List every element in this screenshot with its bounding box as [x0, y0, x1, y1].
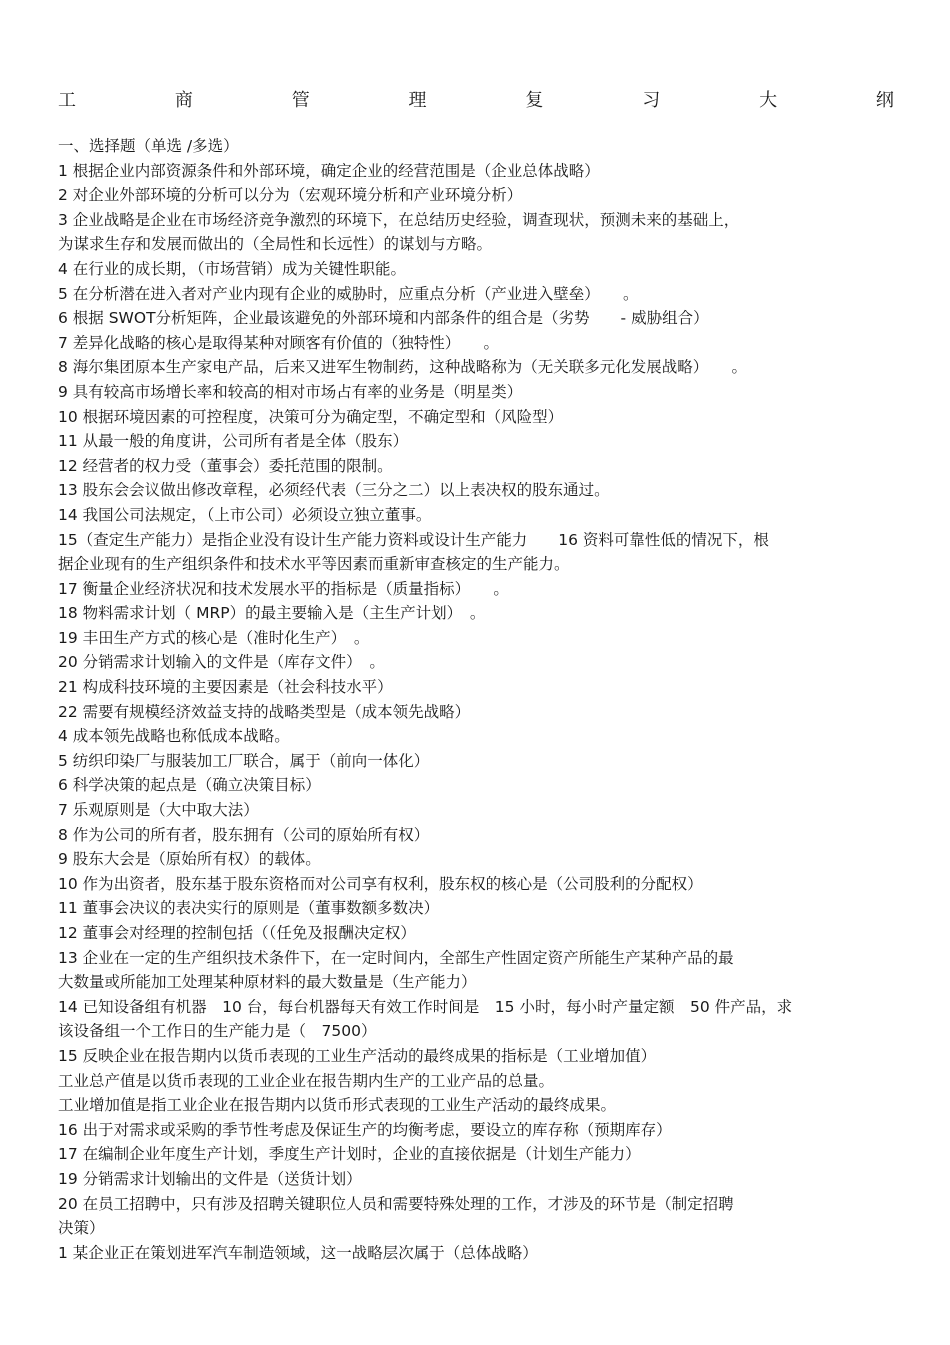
text-line: 决策） — [58, 1219, 105, 1238]
text-line: 17 衡量企业经济状况和技术发展水平的指标是（质量指标） 。 — [58, 579, 509, 598]
text-line: 5 在分析潜在进入者对产业内现有企业的威胁时，应重点分析（产业进入壁垒） 。 — [58, 284, 639, 303]
text-line: 大数量或所能加工处理某种原材料的最大数量是（生产能力） — [58, 973, 477, 992]
text-line: 16 出于对需求或采购的季节性考虑及保证生产的均衡考虑，要设立的库存称（预期库存） — [58, 1120, 672, 1139]
text-line: 6 科学决策的起点是（确立决策目标） — [58, 776, 321, 795]
section-heading: 一、选择题（单选 /多选） — [58, 137, 239, 155]
title-char: 工 — [58, 90, 76, 111]
text-line: 4 成本领先战略也称低成本战略。 — [58, 727, 290, 746]
text-line: 7 差异化战略的核心是取得某种对顾客有价值的（独特性） 。 — [58, 333, 500, 352]
text-line: 11 从最一般的角度讲，公司所有者是全体（股东） — [58, 432, 409, 451]
text-line: 19 丰田生产方式的核心是（准时化生产） 。 — [58, 628, 370, 647]
text-line: 据企业现有的生产组织条件和技术水平等因素而重新审查核定的生产能力。 — [58, 555, 570, 574]
text-line: 6 根据 SWOT分析矩阵，企业最该避免的外部环境和内部条件的组合是（劣势 - 威胁组合） — [58, 309, 709, 328]
text-line: 10 作为出资者，股东基于股东资格而对公司享有权利，股东权的核心是（公司股利的分配权） — [58, 874, 703, 893]
text-line: 18 物料需求计划（ MRP）的最主要输入是（主生产计划） 。 — [58, 604, 486, 623]
text-line: 3 企业战略是企业在市场经济竞争激烈的环境下，在总结历史经验，调查现状，预测未来的基础上， — [58, 210, 740, 229]
text-line: 8 海尔集团原本生产家电产品，后来又进军生物制药，这种战略称为（无关联多元化发展战略） 。 — [58, 358, 748, 377]
title-char: 纲 — [875, 90, 894, 111]
text-line: 15（查定生产能力）是指企业没有设计生产能力资料或设计生产能力 16 资料可靠性低的情况下，根 — [58, 530, 769, 549]
text-line: 14 我国公司法规定，（上市公司）必须设立独立董事。 — [58, 505, 432, 524]
text-line: 5 纺织印染厂与服装加工厂联合，属于（前向一体化） — [58, 751, 430, 770]
text-line: 该设备组一个工作日的生产能力是（ 7500） — [58, 1022, 377, 1041]
text-line: 8 作为公司的所有者，股东拥有（公司的原始所有权） — [58, 825, 430, 844]
text-line: 1 根据企业内部资源条件和外部环境，确定企业的经营范围是（企业总体战略） — [58, 161, 600, 180]
text-line: 1 某企业正在策划进军汽车制造领域，这一战略层次属于（总体战略） — [58, 1243, 538, 1262]
text-line: 19 分销需求计划输出的文件是（送货计划） — [58, 1169, 362, 1188]
title-char: 复 — [525, 90, 544, 111]
text-line: 7 乐观原则是（大中取大法） — [58, 801, 259, 820]
text-line: 10 根据环境因素的可控程度，决策可分为确定型，不确定型和（风险型） — [58, 407, 564, 426]
text-line: 20 分销需求计划输入的文件是（库存文件） 。 — [58, 653, 385, 672]
text-line: 工业增加值是指工业企业在报告期内以货币形式表现的工业生产活动的最终成果。 — [58, 1096, 617, 1115]
text-line: 20 在员工招聘中，只有涉及招聘关键职位人员和需要特殊处理的工作，才涉及的环节是（制定招聘 — [58, 1194, 734, 1213]
document-body — [58, 134, 894, 1265]
text-line: 15 反映企业在报告期内以货币表现的工业生产活动的最终成果的指标是（工业增加值） — [58, 1046, 657, 1065]
text-line: 14 已知设备组有机器 10 台，每台机器每天有效工作时间是 15 小时，每小时产量定额 50 件产品，求 — [58, 997, 793, 1016]
text-line: 工业总产值是以货币表现的工业企业在报告期内生产的工业产品的总量。 — [58, 1071, 555, 1090]
text-line: 2 对企业外部环境的分析可以分为（宏观环境分析和产业环境分析） — [58, 186, 523, 205]
text-line: 22 需要有规模经济效益支持的战略类型是（成本领先战略） — [58, 702, 471, 721]
text-line: 9 具有较高市场增长率和较高的相对市场占有率的业务是（明星类） — [58, 382, 523, 401]
text-line: 4 在行业的成长期，（市场营销）成为关键性职能。 — [58, 259, 407, 278]
text-line: 11 董事会决议的表决实行的原则是（董事数额多数决） — [58, 899, 440, 918]
title-char: 理 — [408, 90, 427, 111]
title-char: 商 — [174, 90, 193, 111]
text-line: 21 构成科技环境的主要因素是（社会科技水平） — [58, 678, 393, 697]
text-line: 17 在编制企业年度生产计划，季度生产计划时，企业的直接依据是（计划生产能力） — [58, 1145, 641, 1164]
text-line: 9 股东大会是（原始所有权）的载体。 — [58, 850, 321, 869]
title-char: 管 — [291, 90, 310, 111]
title-char: 大 — [759, 90, 778, 111]
document-title — [58, 86, 894, 112]
title-char: 习 — [642, 90, 661, 111]
text-line: 为谋求生存和发展而做出的（全局性和长远性）的谋划与方略。 — [58, 235, 493, 254]
text-line: 13 股东会会议做出修改章程，必须经代表（三分之二）以上表决权的股东通过。 — [58, 481, 610, 500]
text-line: 12 经营者的权力受（董事会）委托范围的限制。 — [58, 456, 393, 475]
text-line: 12 董事会对经理的控制包括（（任免及报酬决定权） — [58, 924, 416, 942]
text-line: 13 企业在一定的生产组织技术条件下，在一定时间内，全部生产性固定资产所能生产某种产品的最 — [58, 948, 734, 967]
